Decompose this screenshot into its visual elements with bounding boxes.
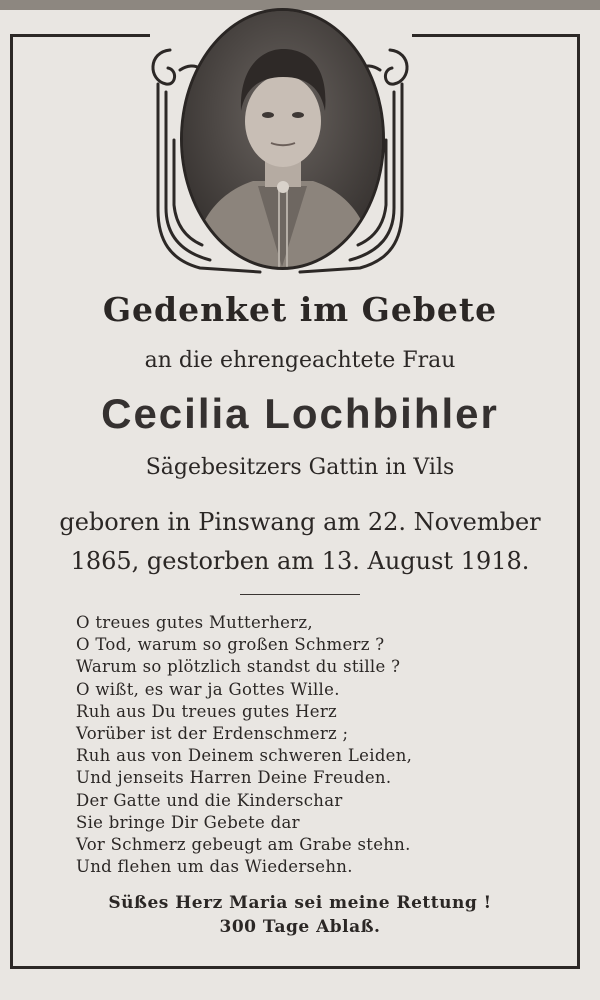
poem-line: Und jenseits Harren Deine Freuden.: [76, 768, 392, 788]
poem-line: O Tod, warum so großen Schmerz ?: [76, 635, 385, 655]
poem-line: O treues gutes Mutterherz,: [76, 613, 313, 632]
dedication-intro: an die ehrengeachtete Frau: [144, 348, 456, 373]
poem-line: Vor Schmerz gebeugt am Grabe stehn.: [76, 835, 411, 855]
poem-line: Vorüber ist der Erdenschmerz ;: [76, 724, 349, 744]
indulgence-note: 300 Tage Ablaß.: [219, 917, 381, 937]
poem-line: O wißt, es war ja Gottes Wille.: [76, 679, 340, 699]
deceased-subtitle: Sägebesitzers Gattin in Vils: [145, 455, 455, 480]
poem-line: Der Gatte und die Kinderschar: [76, 790, 343, 810]
death-line: 1865, gestorben am 13. August 1918.: [70, 547, 530, 575]
poem-line: Warum so plötzlich standst du stille ?: [76, 657, 401, 677]
poem-line: Sie bringe Dir Gebete dar: [76, 812, 300, 832]
poem-line: Und flehen um das Wiedersehn.: [76, 857, 353, 877]
closing-prayer: Süßes Herz Maria sei meine Rettung !: [108, 893, 492, 913]
poem-line: Ruh aus Du treues gutes Herz: [76, 701, 338, 721]
portrait-photo: [180, 8, 385, 270]
deceased-name: Cecilia Lochbihler: [101, 390, 499, 437]
portrait-figure-icon: [183, 11, 382, 267]
card-top-edge: [0, 0, 600, 10]
birth-line: geboren in Pinswang am 22. November: [59, 508, 541, 536]
divider-rule: [240, 594, 360, 595]
memorial-poem: [76, 612, 536, 878]
card-heading: Gedenket im Gebete: [102, 290, 498, 329]
poem-line: Ruh aus von Deinem schweren Leiden,: [76, 746, 413, 766]
